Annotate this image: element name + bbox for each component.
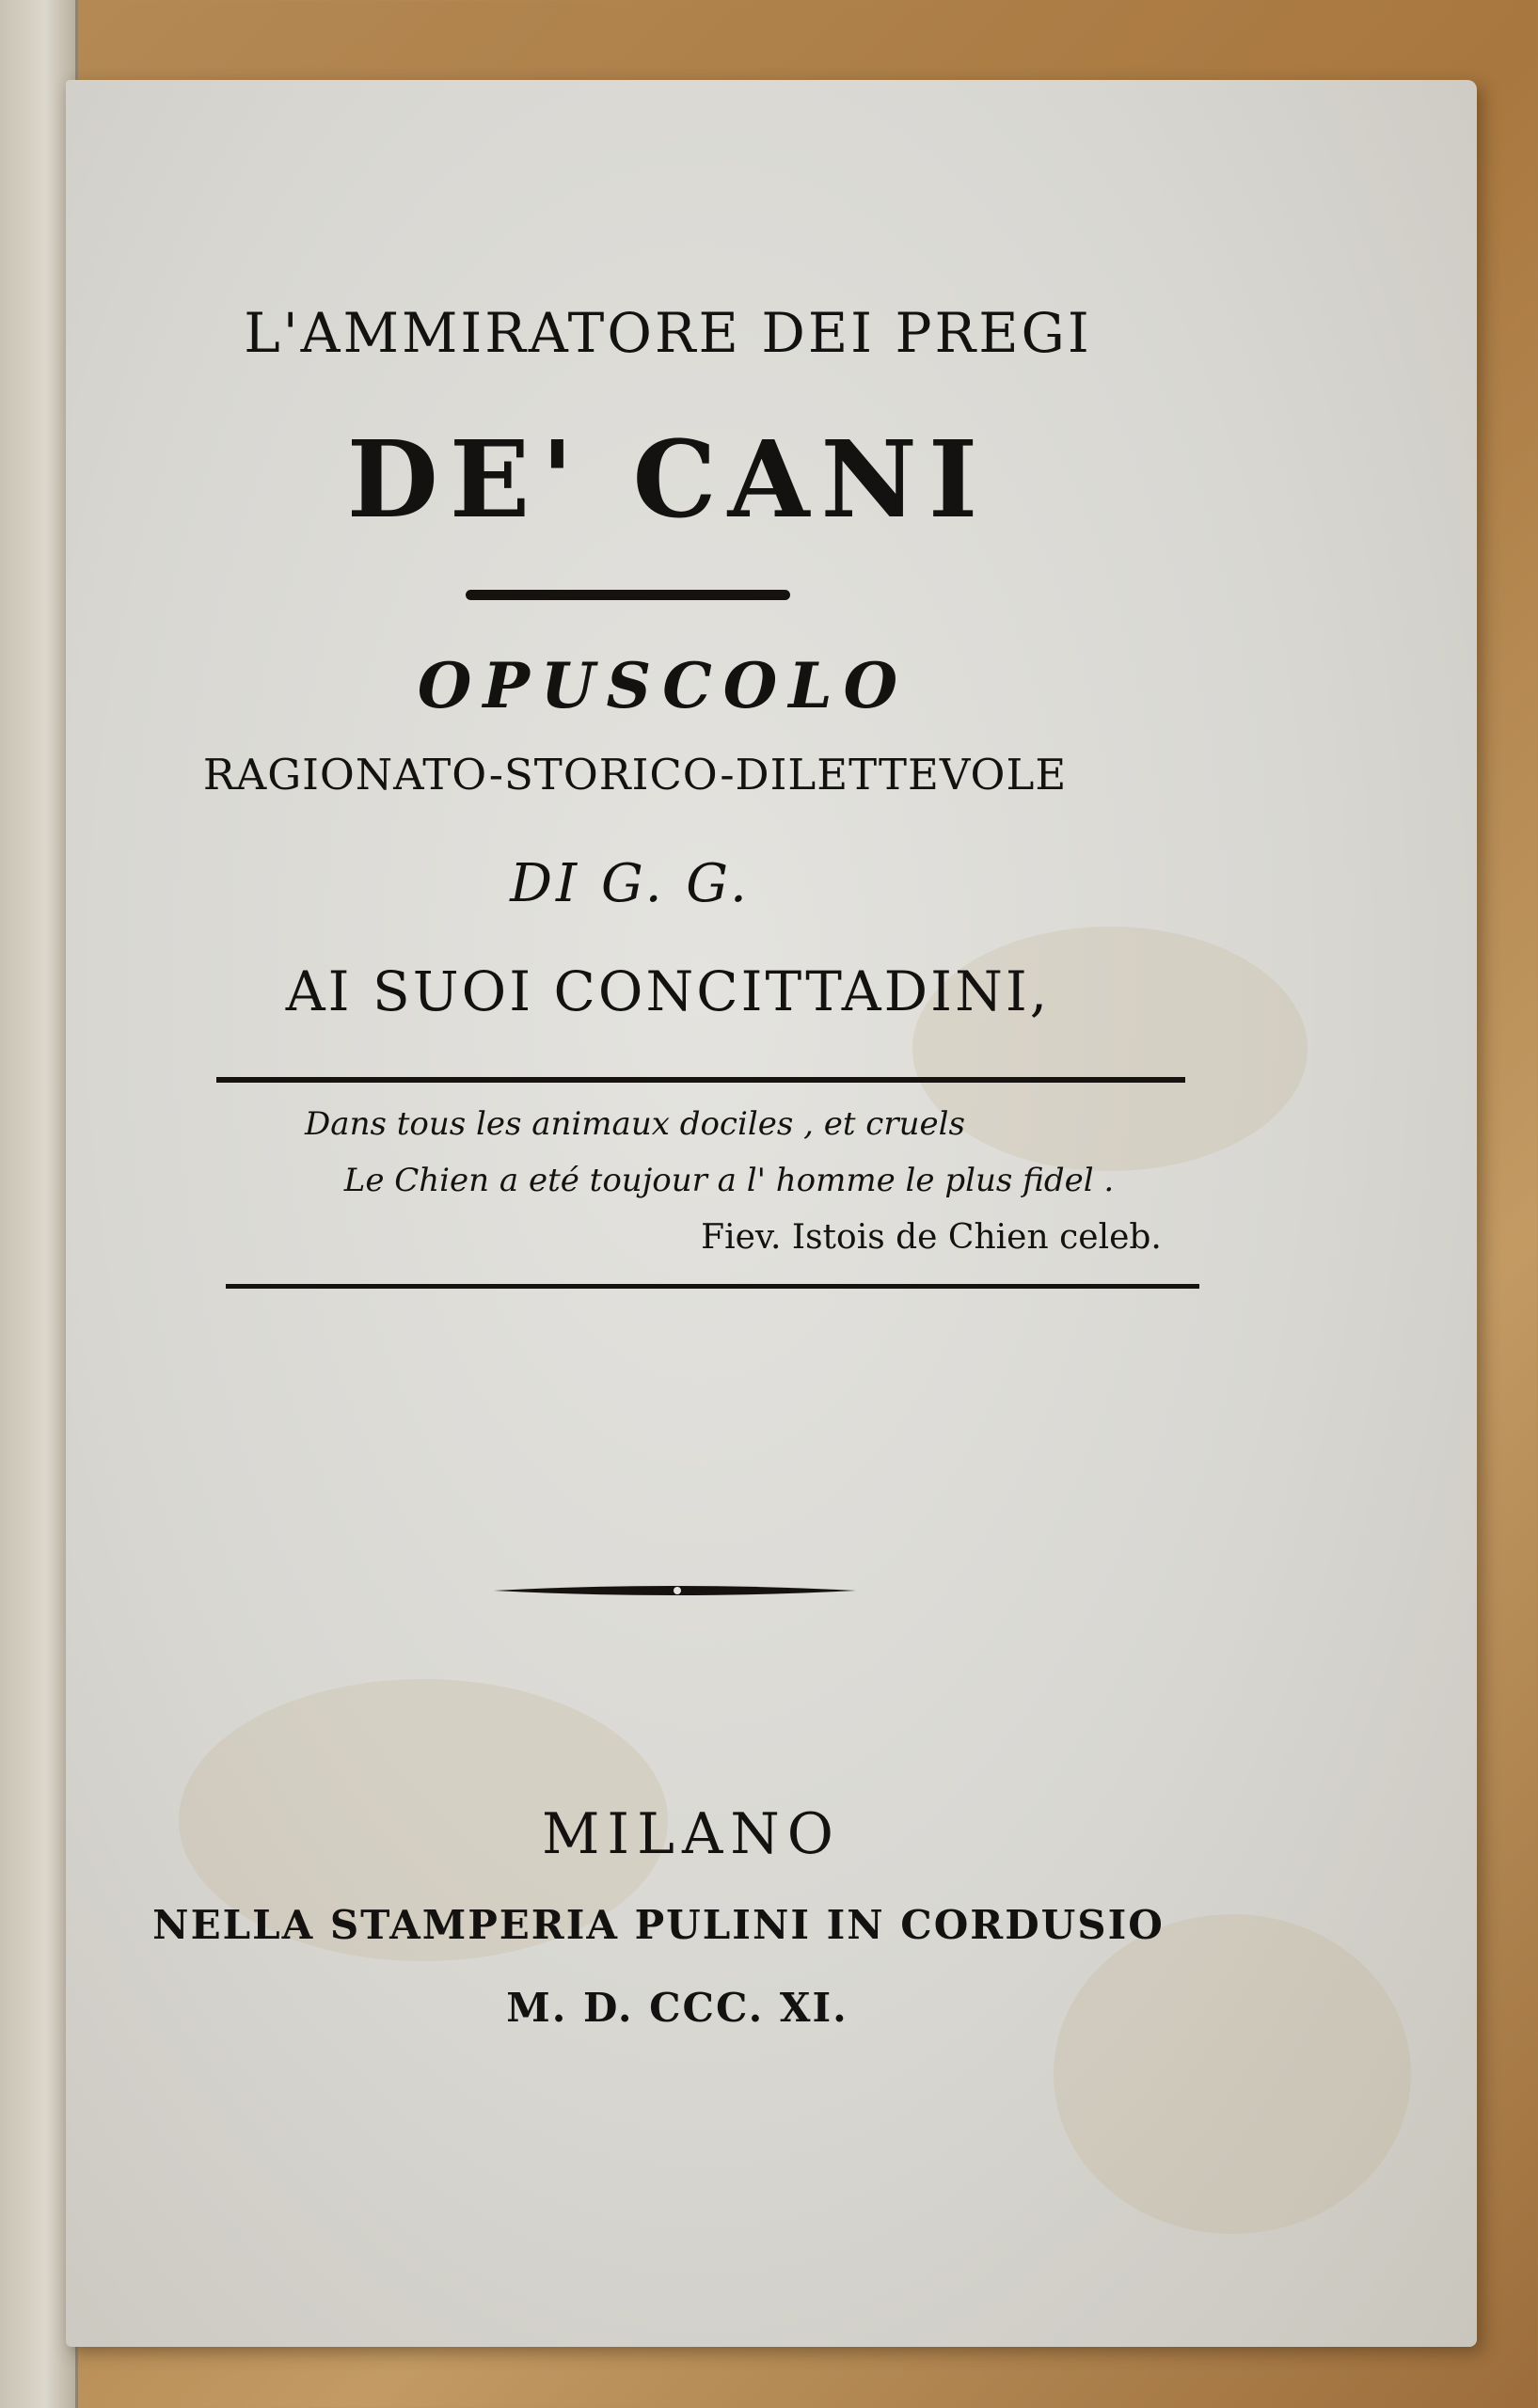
author: DI G. G. xyxy=(510,853,751,914)
epigraph-rule-top xyxy=(216,1077,1185,1083)
ornamental-rule xyxy=(494,1583,856,1598)
epigraph-attribution: Fiev. Istois de Chien celeb. xyxy=(701,1218,1162,1257)
title-page xyxy=(66,80,1477,2347)
genre-label: OPUSCOLO xyxy=(417,649,910,722)
paper-stain xyxy=(1054,1914,1411,2234)
imprint-printer: NELLA STAMPERIA PULINI IN CORDUSIO xyxy=(152,1902,1165,1948)
subtitle: RAGIONATO-STORICO-DILETTEVOLE xyxy=(202,750,1068,800)
imprint-year: M. D. CCC. XI. xyxy=(506,1985,848,2031)
title-line-2: DE' CANI xyxy=(346,419,990,542)
epigraph-rule-bottom xyxy=(226,1284,1199,1289)
title-line-1: L'AMMIRATORE DEI PREGI xyxy=(244,301,1092,365)
dedication: AI SUOI CONCITTADINI, xyxy=(285,959,1051,1023)
title-rule xyxy=(466,590,790,600)
epigraph-line-1: Dans tous les animaux dociles , et cruels xyxy=(305,1105,965,1143)
epigraph-line-2: Le Chien a eté toujour a l' homme le plus fidel . xyxy=(343,1162,1115,1199)
imprint-city: MILANO xyxy=(542,1801,841,1867)
